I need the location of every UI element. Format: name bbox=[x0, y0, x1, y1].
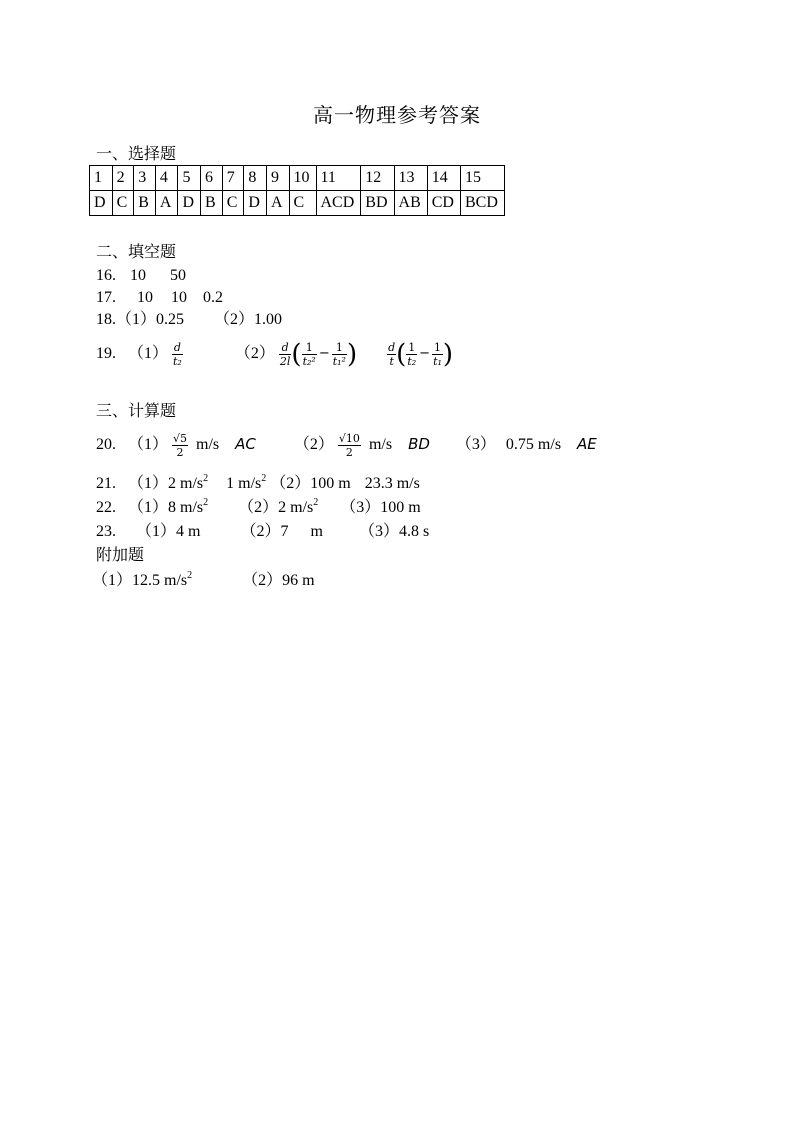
minus-sign: − bbox=[318, 346, 330, 362]
frac-den: 2 bbox=[172, 445, 188, 459]
table-row-numbers bbox=[90, 166, 505, 191]
answer-18 bbox=[96, 310, 282, 330]
table-cell-answer: C bbox=[289, 191, 316, 216]
part-label: （1） bbox=[92, 572, 133, 589]
answer-21 bbox=[96, 474, 420, 494]
answer-value: 0.75 m/s bbox=[505, 436, 562, 453]
frac-den: t₂² bbox=[302, 354, 316, 368]
superscript: 2 bbox=[313, 497, 319, 508]
part-label: （1） bbox=[128, 499, 169, 516]
segment-label: BD bbox=[408, 435, 430, 453]
question-number: 16. bbox=[96, 267, 116, 284]
table-cell-number: 11 bbox=[316, 166, 361, 191]
frac-den: t₁ bbox=[433, 354, 442, 368]
fraction-1-over-t1 bbox=[432, 341, 443, 368]
section-heading-choice: 一、选择题 bbox=[96, 146, 177, 163]
part-label: （1） bbox=[128, 436, 169, 453]
minus-sign: − bbox=[419, 346, 431, 362]
table-cell-number: 7 bbox=[222, 166, 244, 191]
fraction-1-over-t1sq bbox=[332, 341, 347, 368]
frac-num: d bbox=[281, 340, 289, 354]
table-cell-answer: C bbox=[222, 191, 244, 216]
question-number: 19. bbox=[96, 345, 116, 362]
answer-value: 8 m/s bbox=[168, 499, 204, 516]
table-cell-answer: CD bbox=[427, 191, 460, 216]
part-label: （1） bbox=[136, 523, 177, 540]
section-heading-calc: 三、计算题 bbox=[96, 403, 177, 420]
table-cell-answer: BD bbox=[361, 191, 394, 216]
fraction-1-over-t2 bbox=[406, 341, 417, 368]
table-cell-number: 12 bbox=[361, 166, 394, 191]
question-number: 20. bbox=[96, 436, 116, 453]
answer-value: 100 m bbox=[310, 475, 351, 492]
frac-den: t₂ bbox=[173, 354, 182, 368]
frac-num: √5 bbox=[173, 431, 188, 445]
answer-value: 96 m bbox=[282, 572, 315, 589]
frac-num: 1 bbox=[408, 340, 416, 354]
table-cell-answer: ACD bbox=[316, 191, 361, 216]
frac-den: t₁² bbox=[332, 354, 346, 368]
answer-value: 0.25 bbox=[156, 311, 185, 328]
table-row-answers bbox=[90, 191, 505, 216]
superscript: 2 bbox=[203, 497, 209, 508]
answer-value: 0.2 bbox=[203, 289, 223, 306]
table-cell-answer: D bbox=[90, 191, 113, 216]
table-cell-number: 3 bbox=[134, 166, 156, 191]
frac-num: d bbox=[388, 340, 396, 354]
answer-extra bbox=[92, 571, 315, 591]
answer-value: 4.8 s bbox=[398, 523, 430, 540]
table-cell-number: 5 bbox=[178, 166, 201, 191]
answer-value: 1 m/s bbox=[226, 475, 262, 492]
table-cell-answer: B bbox=[201, 191, 223, 216]
part-label: （2） bbox=[238, 499, 279, 516]
paren-left: ( bbox=[396, 339, 407, 370]
fraction-1-over-t2sq bbox=[302, 341, 317, 368]
table-cell-answer: C bbox=[112, 191, 134, 216]
part-label: （2） bbox=[242, 572, 283, 589]
answer-16 bbox=[96, 266, 186, 286]
answer-value: 2 m/s bbox=[168, 475, 204, 492]
answer-23 bbox=[96, 522, 429, 542]
part-label: （3） bbox=[455, 436, 496, 453]
paren-right: ) bbox=[346, 339, 358, 370]
table-cell-number: 10 bbox=[289, 166, 316, 191]
table-cell-number: 2 bbox=[112, 166, 134, 191]
frac-num: √10 bbox=[338, 431, 360, 445]
question-number: 23. bbox=[96, 523, 116, 540]
part-label: （1） bbox=[128, 475, 169, 492]
superscript: 2 bbox=[261, 473, 267, 484]
answer-value: 10 bbox=[171, 289, 187, 306]
unit: m/s bbox=[196, 436, 220, 453]
table-cell-number: 15 bbox=[460, 166, 504, 191]
fraction-sqrt10-over-2 bbox=[338, 432, 361, 459]
paren-right: ) bbox=[442, 339, 454, 370]
table-cell-answer: A bbox=[266, 191, 289, 216]
table-cell-answer: AB bbox=[394, 191, 427, 216]
table-cell-answer: D bbox=[178, 191, 201, 216]
section-heading-fill: 二、填空题 bbox=[96, 244, 177, 261]
answer-value: 10 bbox=[130, 267, 146, 284]
frac-den: t bbox=[387, 354, 396, 368]
fraction-sqrt5-over-2 bbox=[172, 432, 188, 459]
section-heading-extra: 附加题 bbox=[96, 547, 145, 564]
unit: m bbox=[310, 523, 323, 540]
frac-den: 2 bbox=[338, 445, 361, 459]
part-label: （2） bbox=[270, 475, 311, 492]
answer-20 bbox=[96, 426, 597, 463]
question-number: 22. bbox=[96, 499, 116, 516]
answer-19 bbox=[96, 336, 453, 372]
table-cell-number: 4 bbox=[155, 166, 178, 191]
answer-value: 7 bbox=[280, 523, 289, 540]
part-label: （2） bbox=[240, 523, 281, 540]
question-number: 17. bbox=[96, 289, 116, 306]
frac-num: 1 bbox=[335, 340, 343, 354]
table-cell-number: 14 bbox=[427, 166, 460, 191]
answer-17 bbox=[96, 288, 223, 308]
frac-den: t₂ bbox=[407, 354, 417, 368]
table-cell-number: 8 bbox=[244, 166, 267, 191]
table-cell-answer: B bbox=[134, 191, 156, 216]
fraction-d-over-2l bbox=[279, 341, 292, 368]
table-cell-number: 13 bbox=[394, 166, 427, 191]
paren-left: ( bbox=[291, 339, 302, 370]
frac-num: 1 bbox=[305, 340, 313, 354]
part-label: （1） bbox=[128, 345, 169, 362]
part-label: （2） bbox=[293, 436, 334, 453]
superscript: 2 bbox=[203, 473, 209, 484]
fraction-d-over-t2 bbox=[172, 341, 183, 368]
part-label: （2） bbox=[214, 311, 255, 328]
unit: m/s bbox=[368, 436, 393, 453]
answer-value: 50 bbox=[170, 267, 186, 284]
answer-value: 2 m/s bbox=[278, 499, 314, 516]
part-label: （3） bbox=[358, 523, 399, 540]
table-cell-answer: A bbox=[155, 191, 178, 216]
part-label: （3） bbox=[340, 499, 381, 516]
frac-num: d bbox=[173, 340, 181, 354]
choice-answer-table bbox=[89, 165, 505, 216]
table-cell-number: 6 bbox=[201, 166, 223, 191]
frac-den: 2l bbox=[279, 354, 291, 368]
table-cell-number: 1 bbox=[90, 166, 113, 191]
answer-value: 4 m bbox=[176, 523, 201, 540]
answer-value: 10 bbox=[137, 289, 153, 306]
table-cell-number: 9 bbox=[266, 166, 289, 191]
page-title: 高一物理参考答案 bbox=[313, 105, 481, 127]
table-cell-answer: D bbox=[244, 191, 267, 216]
frac-num: 1 bbox=[434, 340, 441, 354]
question-number: 21. bbox=[96, 475, 116, 492]
fraction-d-over-t bbox=[387, 341, 396, 368]
question-number: 18. bbox=[96, 311, 116, 328]
answer-value: 100 m bbox=[380, 499, 421, 516]
answer-value: 1.00 bbox=[254, 311, 283, 328]
part-label: （1） bbox=[116, 311, 157, 328]
table-cell-answer: BCD bbox=[460, 191, 504, 216]
part-label: （2） bbox=[234, 345, 275, 362]
answer-22 bbox=[96, 498, 421, 518]
segment-label: AE bbox=[577, 435, 597, 453]
answer-value: 23.3 m/s bbox=[364, 475, 420, 492]
superscript: 2 bbox=[187, 570, 193, 581]
answer-value: 12.5 m/s bbox=[132, 572, 188, 589]
segment-label: AC bbox=[235, 435, 256, 453]
